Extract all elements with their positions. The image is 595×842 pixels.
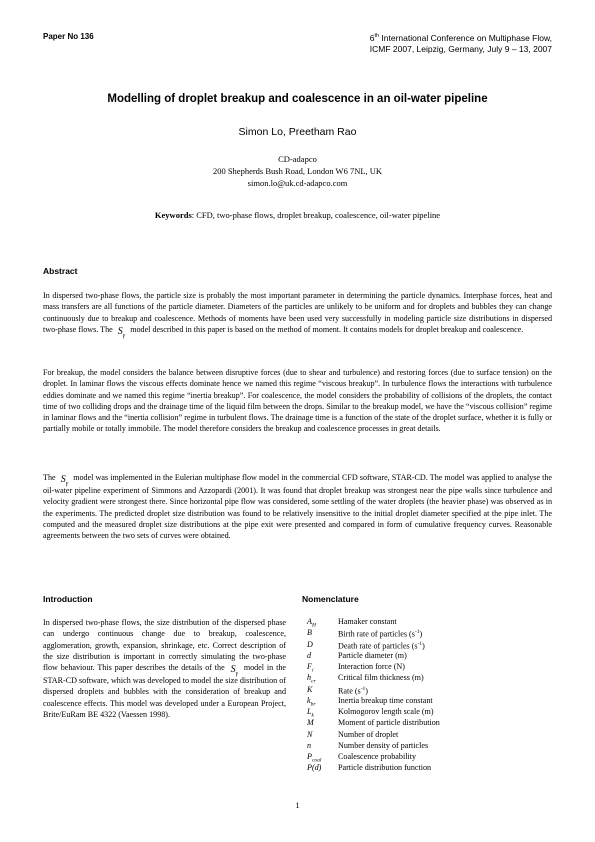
nomenclature-symbol: P(d) — [307, 763, 322, 773]
conference-line-1: 6th International Conference on Multiphase Flow, — [369, 32, 552, 43]
keywords — [0, 210, 595, 220]
nomenclature-description: Birth rate of particles $(s^{-1})$ — [338, 629, 423, 639]
nomenclature-symbol: d — [307, 650, 312, 660]
introduction-heading: Introduction — [43, 594, 93, 604]
nomenclature-row — [307, 717, 440, 728]
nomenclature-symbol: N — [307, 729, 313, 739]
nomenclature-description: Particle distribution function — [338, 763, 432, 773]
nomenclature-row — [307, 639, 440, 650]
nomenclature-symbol: D — [307, 639, 313, 649]
nomenclature-symbol: $A_H$ — [307, 617, 316, 629]
nomenclature-description: Hamaker constant — [338, 617, 397, 626]
nomenclature-row — [307, 706, 440, 717]
nomenclature-description: Rate $(s^{-1})$ — [338, 685, 368, 696]
affiliation-org: CD-adapco — [278, 154, 317, 164]
paper-number: Paper No 136 — [43, 32, 94, 41]
page-number: 1 — [295, 800, 300, 810]
nomenclature-heading: Nomenclature — [302, 594, 359, 604]
nomenclature-symbol: K — [307, 684, 313, 694]
nomenclature-description: Number of droplet — [338, 729, 399, 739]
s-gamma-symbol: $S_\gamma$ — [230, 664, 238, 678]
nomenclature-row — [307, 695, 440, 706]
abstract-paragraph-1: In dispersed two-phase flows, the particle size is probably the most important parameter in determining the particle dynamics. Interphase forces, heat and mass transfers are all functions of the particle diameter. Diameters of the particles are unlikely to be uniform and for droplets and bubbles they can change continuously due to breakup and coalescence. Methods of moments have been used very successfully in modeling particle size distributions in dispersed two-phase flows. The $S_\gamma$ model described in this paper is based on the method of moment. It contains models for droplet breakup and coalescence. — [43, 291, 552, 339]
nomenclature-row — [307, 729, 440, 740]
paper-title: Modelling of droplet breakup and coalescence in an oil-water pipeline — [107, 93, 488, 105]
keywords-text: : CFD, two-phase flows, droplet breakup, coalescence, oil-water pipeline — [191, 210, 441, 220]
nomenclature-symbol: B — [307, 628, 312, 638]
nomenclature-description: Kolmogorov length scale (m) — [338, 707, 434, 716]
nomenclature-row — [307, 684, 440, 695]
nomenclature-description: Coalescence probability — [338, 752, 416, 761]
nomenclature-description: Critical film thickness (m) — [338, 673, 424, 683]
keywords-label: Keywords — [154, 210, 192, 220]
conference-header — [312, 31, 552, 55]
affiliation-address: 200 Shepherds Bush Road, London W6 7NL, UK — [212, 166, 383, 176]
nomenclature-symbol: $k_{br}$ — [307, 695, 316, 708]
abstract-paragraph-2: For breakup, the model considers the balance between disruptive forces (due to shear and turbulence) and restoring forces (due to surface tension) on the droplet. In laminar flows the viscous effects dominate hence we named this regime “viscous breakup”. In turbulence flows the interactions with turbulence eddies dominate and we named this regime “inertia breakup”. For coalescence, the model considers the probability of collisions of the droplets, the contact time of two colliding drops and the drainage time of the liquid film between the drops. Similar to the breakup model, we have the “viscous collision” regime in laminar flows and the “inertia collision” regime in turbulent flows. The drainage time is a function of the state of the droplet surface, whether it is fully or partially mobile or totally immobile. The model therefore considers the breakup and coalescence processes in great details. — [43, 368, 552, 434]
nomenclature-description: Number density of particles — [338, 740, 429, 750]
nomenclature-symbol: M — [307, 718, 314, 728]
nomenclature-description: Death rate of particles $(s^{-1})$ — [338, 640, 425, 651]
nomenclature-row — [307, 751, 440, 762]
affiliation — [0, 153, 595, 189]
nomenclature-symbol: $h_{cr}$ — [307, 673, 316, 685]
nomenclature-row — [307, 672, 440, 683]
affiliation-email: simon.lo@uk.cd-adapco.com — [247, 178, 348, 188]
nomenclature-description: Inertia breakup time constant — [338, 695, 433, 705]
nomenclature-symbol: $L_k$ — [307, 707, 314, 719]
nomenclature-symbol: $P_{coal}$ — [307, 752, 322, 764]
nomenclature-row — [307, 740, 440, 751]
nomenclature-row — [307, 762, 440, 773]
nomenclature-description: Particle diameter (m) — [338, 650, 407, 660]
abstract-paragraph-3: The $S_\gamma$ model was implemented in the Eulerian multiphase flow model in the commercial CFD software, STAR-CD. The model was applied to analyse the oil-water pipeline experiment of Simmons and Azzopardi (2001). It was found that droplet breakup was strongest near the pipe walls since turbulence and velocity gradient were strongest there. Since horizontal pipe flow was considered, some settling of the water droplets (the heavier phase) was observed as in the experiments. The predicted droplet size distribution was found to be relatively insensitive to the initial droplet diameter specified at the pipe inlet. The computed and the measured droplet size distributions at the pipe exit were presented and compared in form of cumulative frequency curves. Reasonable agreements between the two sets of curves were obtained. — [43, 473, 552, 541]
nomenclature-list — [307, 616, 440, 774]
nomenclature-description: Interaction force (N) — [338, 662, 405, 671]
nomenclature-symbol: $F_i$ — [307, 662, 314, 674]
conference-line-2: ICMF 2007, Leipzig, Germany, July 9 – 13, 2007 — [369, 43, 552, 54]
s-gamma-symbol: $S_\gamma$ — [117, 325, 126, 339]
nomenclature-row — [307, 616, 440, 627]
abstract-heading: Abstract — [43, 266, 78, 276]
nomenclature-description: Moment of particle distribution — [338, 718, 440, 728]
nomenclature-symbol: n — [307, 740, 312, 750]
s-gamma-symbol: $S_\gamma$ — [60, 474, 69, 487]
authors: Simon Lo, Preetham Rao — [238, 126, 357, 138]
introduction-text: In dispersed two-phase flows, the size distribution of the dispersed phase can undergo continuous change due to breakup, coalescence, agglomeration, growth, expansion, shrinkage, etc. Correct description of the size distribution is important in correctly simulating the two-phase flow behaviour. This paper describes the details of the $S_\gamma$ model in the STAR-CD software, which was developed to model the size distribution of dispersed droplets and bubbles with the consideration of breakup and coalescence effects. This model was developed under a European Project, Brite/EuRam BE 4322 (Vaessen 1998). — [43, 618, 286, 720]
nomenclature-row — [307, 650, 440, 661]
nomenclature-row — [307, 661, 440, 672]
nomenclature-row — [307, 627, 440, 638]
